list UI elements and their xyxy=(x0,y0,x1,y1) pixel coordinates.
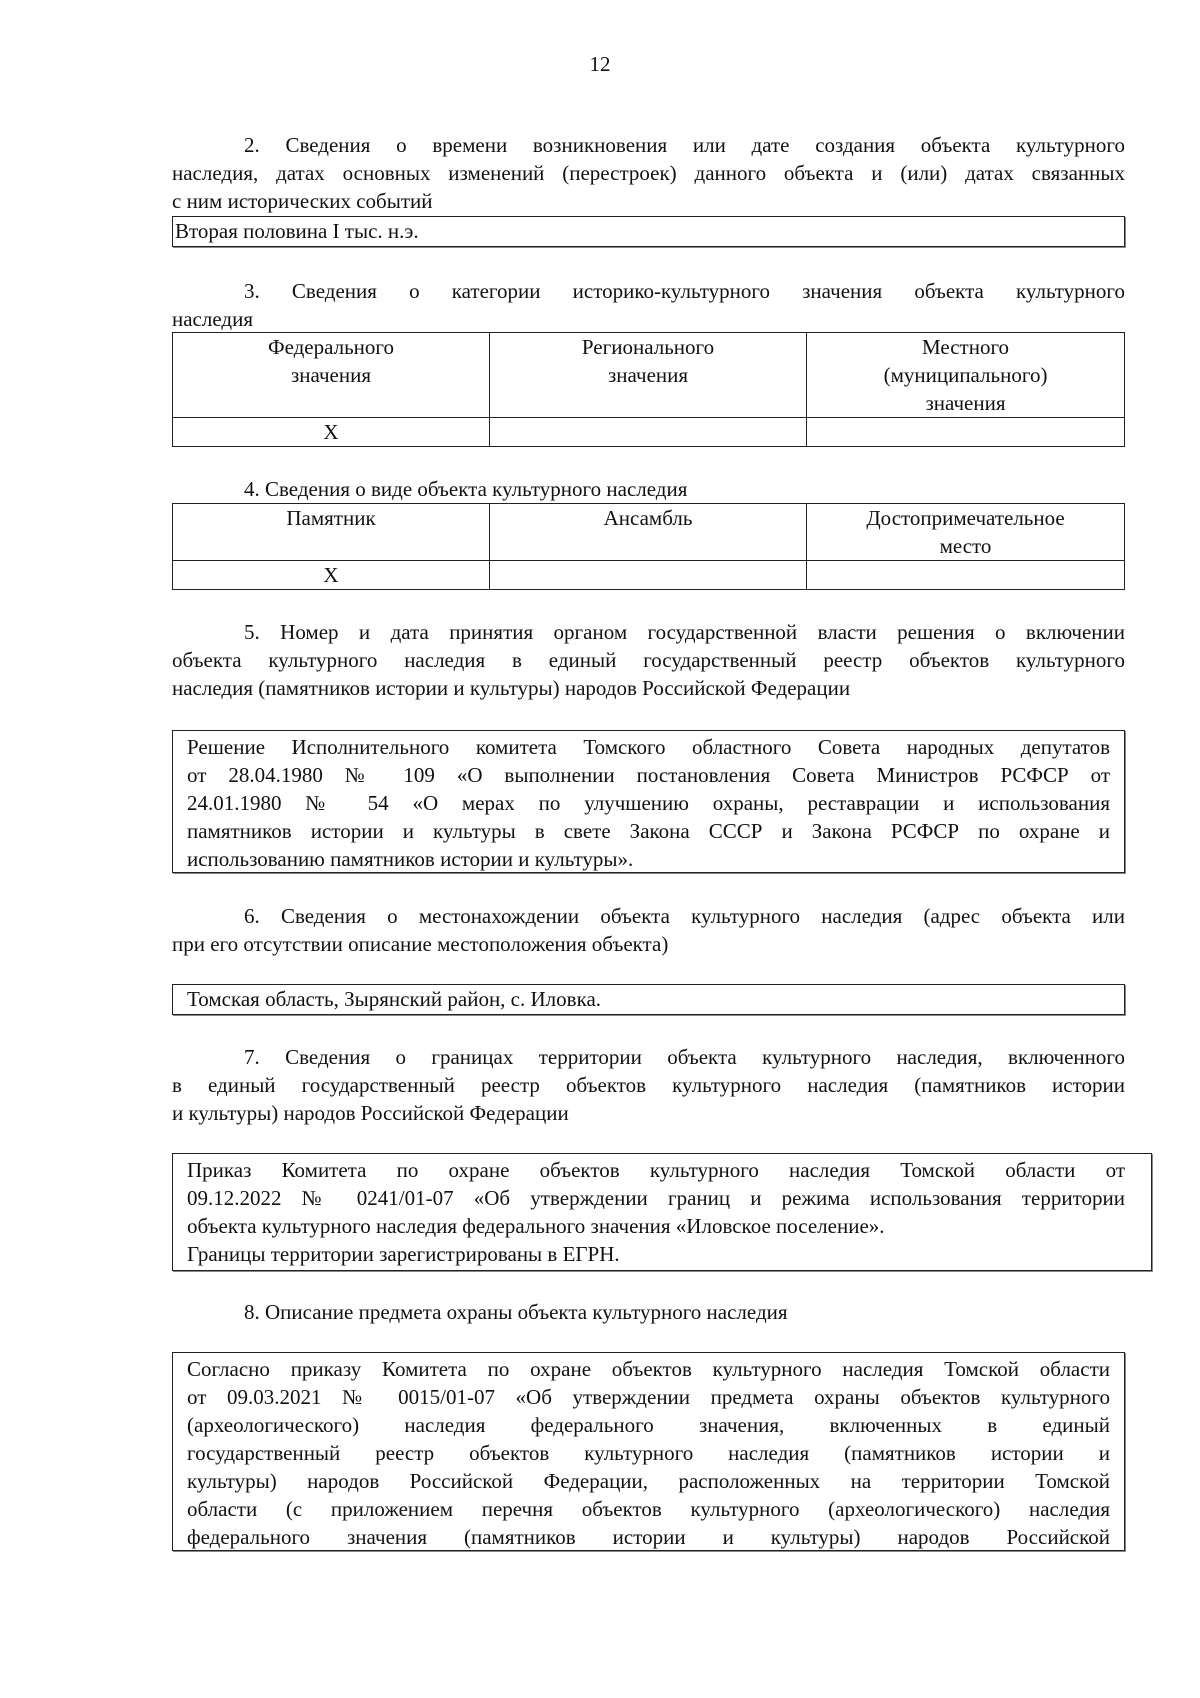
page-number: 12 xyxy=(589,52,611,76)
header-cell: Регионального xyxy=(581,335,715,359)
header-cell: Федерального xyxy=(267,335,395,359)
text-line: федерального значения (памятников истории и культуры) народов Российской xyxy=(187,1525,1110,1549)
text-line: области (с приложением перечня объектов культурного (археологического) наследия xyxy=(187,1497,1110,1521)
text-line: и культуры) народов Российской Федерации xyxy=(172,1101,569,1125)
text-line: использованию памятников истории и культуры». xyxy=(187,847,634,871)
text-line: 09.12.2022 № 0241/01-07 «Об утверждении границ и режима использования территории xyxy=(187,1186,1125,1210)
section-4-heading xyxy=(172,475,1125,503)
header-cell: Ансамбль xyxy=(490,504,807,561)
section-2-value-box xyxy=(172,216,1125,247)
section-8-value-box xyxy=(172,1352,1125,1551)
text-line: наследия (памятников истории и культуры) народов Российской Федерации xyxy=(172,676,851,700)
section-6-value-box xyxy=(172,984,1125,1015)
section-3-heading xyxy=(172,277,1125,333)
header-cell: Местного xyxy=(921,335,1010,359)
text-line: наследия, датах основных изменений (перестроек) данного объекта и (или) датах связанных xyxy=(172,161,1125,185)
text-line: памятников истории и культуры в свете Закона СССР и Закона РСФСР по охране и xyxy=(187,819,1110,843)
header-cell: значения xyxy=(925,391,1006,415)
text-line: (археологического) наследия федерального значения, включенных в единый xyxy=(187,1413,1110,1437)
header-cell: Памятник xyxy=(173,504,490,561)
text-line: при его отсутствии описание местоположения объекта) xyxy=(172,932,669,956)
text-line: от 09.03.2021 № 0015/01-07 «Об утверждении предмета охраны объектов культурного xyxy=(187,1385,1110,1409)
section-7-heading xyxy=(172,1043,1125,1127)
section-5-value-box xyxy=(172,730,1125,873)
header-cell: значения xyxy=(608,363,689,387)
value-cell xyxy=(807,418,1125,447)
text-line: Согласно приказу Комитета по охране объектов культурного наследия Томской области xyxy=(187,1357,1110,1381)
text-line: Приказ Комитета по охране объектов культурного наследия Томской области от xyxy=(187,1158,1125,1182)
text-line: объекта культурного наследия федерального значения «Иловское поселение». xyxy=(187,1214,885,1238)
section-8-heading xyxy=(172,1298,1125,1326)
text-line: 6. Сведения о местонахождении объекта культурного наследия (адрес объекта или xyxy=(244,904,1125,928)
value-cell: X xyxy=(173,418,490,447)
section-5-heading xyxy=(172,618,1125,702)
header-cell: значения xyxy=(290,363,372,387)
section-7-value-box xyxy=(172,1153,1152,1271)
value-cell xyxy=(807,561,1125,590)
text-line: Границы территории зарегистрированы в ЕГРН. xyxy=(187,1242,620,1266)
text-line: 5. Номер и дата принятия органом государственной власти решения о включении xyxy=(244,620,1125,644)
text-line: от 28.04.1980 № 109 «О выполнении постановления Совета Министров РСФСР от xyxy=(187,763,1110,787)
text-line: 3. Сведения о категории историко-культурного значения объекта культурного xyxy=(244,279,1125,303)
text-line: наследия xyxy=(172,307,253,331)
value-cell: X xyxy=(173,561,490,590)
section-6-heading xyxy=(172,902,1125,958)
text-line: объекта культурного наследия в единый государственный реестр объектов культурного xyxy=(172,648,1125,672)
category-table xyxy=(172,332,1125,447)
text-line: государственный реестр объектов культурного наследия (памятников истории и xyxy=(187,1441,1110,1465)
header-cell: Достопримечательное xyxy=(866,506,1065,530)
header-cell: место xyxy=(939,534,992,558)
text-line: Решение Исполнительного комитета Томского областного Совета народных депутатов xyxy=(187,735,1110,759)
text-line: 2. Сведения о времени возникновения или дате создания объекта культурного xyxy=(244,133,1125,157)
text-line: Томская область, Зырянский район, с. Иловка. xyxy=(187,987,602,1011)
text-line: культуры) народов Российской Федерации, расположенных на территории Томской xyxy=(187,1469,1110,1493)
value-cell xyxy=(490,418,807,447)
text-line: Вторая половина I тыс. н.э. xyxy=(175,219,419,243)
value-cell xyxy=(490,561,807,590)
type-table xyxy=(172,503,1125,590)
text-line: 7. Сведения о границах территории объекта культурного наследия, включенного xyxy=(244,1045,1125,1069)
text-line: с ним исторических событий xyxy=(172,189,433,213)
text-line: 24.01.1980 № 54 «О мерах по улучшению охраны, реставрации и использования xyxy=(187,791,1110,815)
header-cell: (муниципального) xyxy=(883,363,1048,387)
text-line: 8. Описание предмета охраны объекта культурного наследия xyxy=(244,1300,788,1324)
text-line: 4. Сведения о виде объекта культурного наследия xyxy=(244,477,688,501)
section-2-heading xyxy=(172,131,1125,215)
text-line: в единый государственный реестр объектов культурного наследия (памятников истории xyxy=(172,1073,1125,1097)
